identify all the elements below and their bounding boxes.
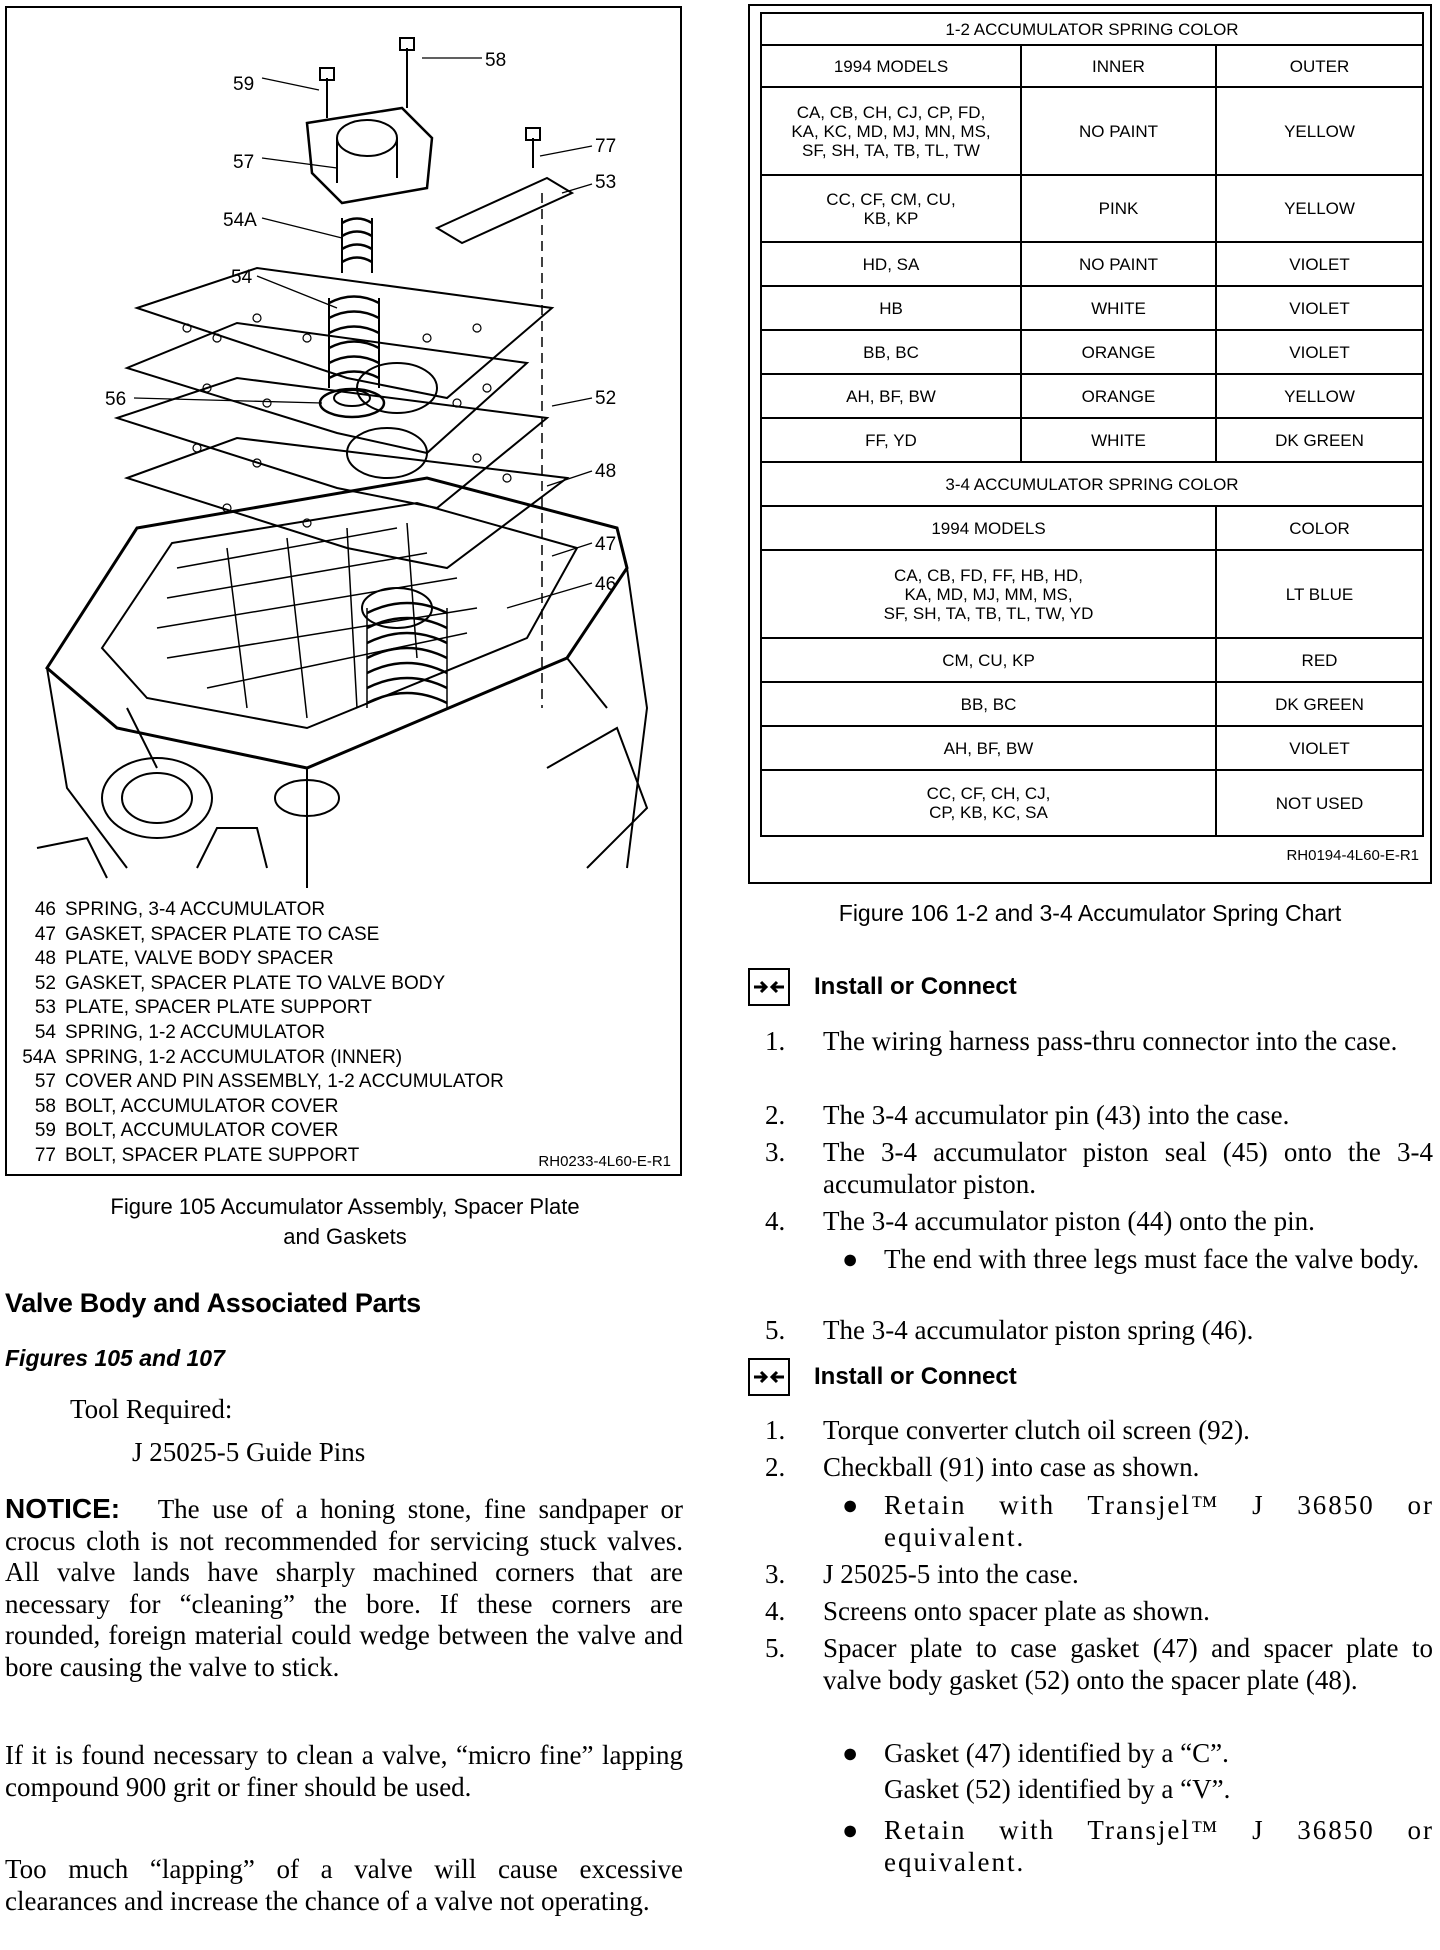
table-row: CA, CB, FD, FF, HB, HD, KA, MD, MJ, MM, MS, SF, SH, TA, TB, TL, TW, YD LT BLUE: [761, 550, 1423, 638]
accumulator-spring-chart: [760, 12, 1424, 874]
list-item: 2. Checkball (91) into case as shown.: [765, 1452, 1200, 1482]
table-row: CC, CF, CH, CJ, CP, KB, KC, SA NOT USED: [761, 770, 1423, 836]
callout-48: 48: [595, 461, 617, 482]
table-header: 1994 MODELS: [761, 506, 1216, 550]
table-header: 1994 MODELS: [761, 45, 1021, 87]
bullet-icon: ●: [842, 1490, 859, 1520]
figure-106-code: RH0194-4L60-E-R1: [761, 836, 1423, 874]
gasket-52-note: Gasket (52) identified by a “V”.: [884, 1774, 1231, 1804]
accumulator-exploded-illustration: [7, 8, 680, 893]
notice-paragraph: [5, 1493, 683, 1683]
legend-row: 53 PLATE, SPACER PLATE SUPPORT: [34, 997, 372, 1019]
legend-row: 57 COVER AND PIN ASSEMBLY, 1-2 ACCUMULATOR: [34, 1071, 504, 1093]
callout-59: 59: [233, 74, 255, 95]
list-item: 3. J 25025-5 into the case.: [765, 1559, 1079, 1589]
table-row: FF, YD WHITE DK GREEN: [761, 418, 1423, 462]
legend-row: 47 GASKET, SPACER PLATE TO CASE: [34, 923, 380, 945]
list-item: 1. The wiring harness pass-thru connector into the case.: [765, 1026, 1398, 1056]
install-connect-icon: [748, 1358, 790, 1396]
bullet-icon: ●: [842, 1815, 859, 1845]
legend-row: 77 BOLT, SPACER PLATE SUPPORT: [34, 1144, 360, 1166]
figure-106-caption: Figure 106 1-2 and 3-4 Accumulator Spring Chart: [838, 900, 1342, 926]
table-title-1-2: 1-2 ACCUMULATOR SPRING COLOR: [761, 13, 1423, 45]
clean-valve-paragraph: If it is found necessary to clean a valve, “micro fine” lapping compound 900 grit or finer should be used.: [5, 1740, 683, 1802]
callout-46: 46: [595, 574, 617, 595]
table-row: CM, CU, KP RED: [761, 638, 1423, 682]
legend-row: 48 PLATE, VALVE BODY SPACER: [34, 948, 334, 970]
notice-label: NOTICE:: [5, 1493, 121, 1524]
table-title-3-4: 3-4 ACCUMULATOR SPRING COLOR: [761, 462, 1423, 506]
notice-body: The use of a honing stone, fine sandpaper or crocus cloth is not recommended for servicing stuck valves. All valve lands have sharply machined corners that are necessary for “cleaning” the bore. If these corners are rounded, foreign material could wedge between the valve and bore causing the valve to stick.: [5, 1494, 683, 1682]
table-row: HD, SA NO PAINT VIOLET: [761, 242, 1423, 286]
legend-row: 46 SPRING, 3-4 ACCUMULATOR: [34, 899, 326, 920]
figure-105-caption: Figure 105 Accumulator Assembly, Spacer Plate and Gaskets: [110, 1194, 580, 1249]
figure-105: [5, 6, 682, 1176]
lapping-paragraph: Too much “lapping” of a valve will cause excessive clearances and increase the chance of a valve not operating.: [5, 1854, 683, 1916]
callout-77: 77: [595, 136, 617, 157]
install-connect-icon: [748, 968, 790, 1006]
table-row: AH, BF, BW ORANGE YELLOW: [761, 374, 1423, 418]
list-bullet: ● Gasket (47) identified by a “C”.: [842, 1738, 1229, 1768]
figure-106: [748, 4, 1432, 884]
list-item: 4. Screens onto spacer plate as shown.: [765, 1596, 1210, 1626]
legend-row: 54 SPRING, 1-2 ACCUMULATOR: [34, 1021, 326, 1043]
callout-54: 54: [231, 267, 253, 288]
section-heading: Valve Body and Associated Parts: [5, 1288, 421, 1318]
legend-row: 59 BOLT, ACCUMULATOR COVER: [34, 1120, 339, 1142]
callout-52: 52: [595, 388, 617, 409]
table-row: BB, BC ORANGE VIOLET: [761, 330, 1423, 374]
bullet-icon: ●: [842, 1738, 859, 1768]
table-row: BB, BC DK GREEN: [761, 682, 1423, 726]
tool-item: J 25025-5 Guide Pins: [132, 1437, 366, 1467]
callout-54a: 54A: [223, 210, 257, 231]
list-item: 5. Spacer plate to case gasket (47) and spacer plate to valve body gasket (52) onto the spacer plate (48).: [765, 1633, 1433, 1695]
list-item: 5. The 3-4 accumulator piston spring (46).: [765, 1315, 1254, 1345]
table-header: INNER: [1021, 45, 1216, 87]
figures-reference: Figures 105 and 107: [5, 1345, 225, 1371]
bullet-icon: ●: [842, 1244, 859, 1274]
table-header: COLOR: [1216, 506, 1423, 550]
table-row: HB WHITE VIOLET: [761, 286, 1423, 330]
list-bullet: ● Retain with Transjel™ J 36850 or equivalent.: [842, 1815, 1434, 1877]
list-item: 1. Torque converter clutch oil screen (92).: [765, 1415, 1250, 1445]
install-connect-heading: Install or Connect: [748, 1358, 1017, 1396]
list-item: 3. The 3-4 accumulator piston seal (45) onto the 3-4 accumulator piston.: [765, 1137, 1433, 1199]
legend-row: 54A SPRING, 1-2 ACCUMULATOR (INNER): [22, 1046, 403, 1068]
legend-row: 58 BOLT, ACCUMULATOR COVER: [34, 1095, 339, 1117]
table-row: CC, CF, CM, CU, KB, KP PINK YELLOW: [761, 175, 1423, 242]
table-row: CA, CB, CH, CJ, CP, FD, KA, KC, MD, MJ, MN, MS, SF, SH, TA, TB, TL, TW NO PAINT YELLOW: [761, 87, 1423, 175]
callout-58: 58: [485, 50, 507, 71]
callout-56: 56: [105, 389, 127, 410]
tool-required-label: Tool Required:: [70, 1394, 233, 1424]
list-bullet: ● Retain with Transjel™ J 36850 or equivalent.: [842, 1490, 1434, 1552]
list-bullet: ● The end with three legs must face the valve body.: [842, 1244, 1420, 1274]
figure-105-code: RH0233-4L60-E-R1: [538, 1153, 671, 1170]
table-row: AH, BF, BW VIOLET: [761, 726, 1423, 770]
callout-53: 53: [595, 172, 617, 193]
callout-47: 47: [595, 534, 617, 555]
list-item: 2. The 3-4 accumulator pin (43) into the case.: [765, 1100, 1290, 1130]
table-header: OUTER: [1216, 45, 1423, 87]
install-connect-heading: Install or Connect: [748, 968, 1017, 1006]
callout-57: 57: [233, 152, 255, 173]
parts-legend: [17, 898, 672, 1169]
legend-row: 52 GASKET, SPACER PLATE TO VALVE BODY: [34, 972, 446, 994]
list-item: 4. The 3-4 accumulator piston (44) onto the pin.: [765, 1206, 1315, 1236]
